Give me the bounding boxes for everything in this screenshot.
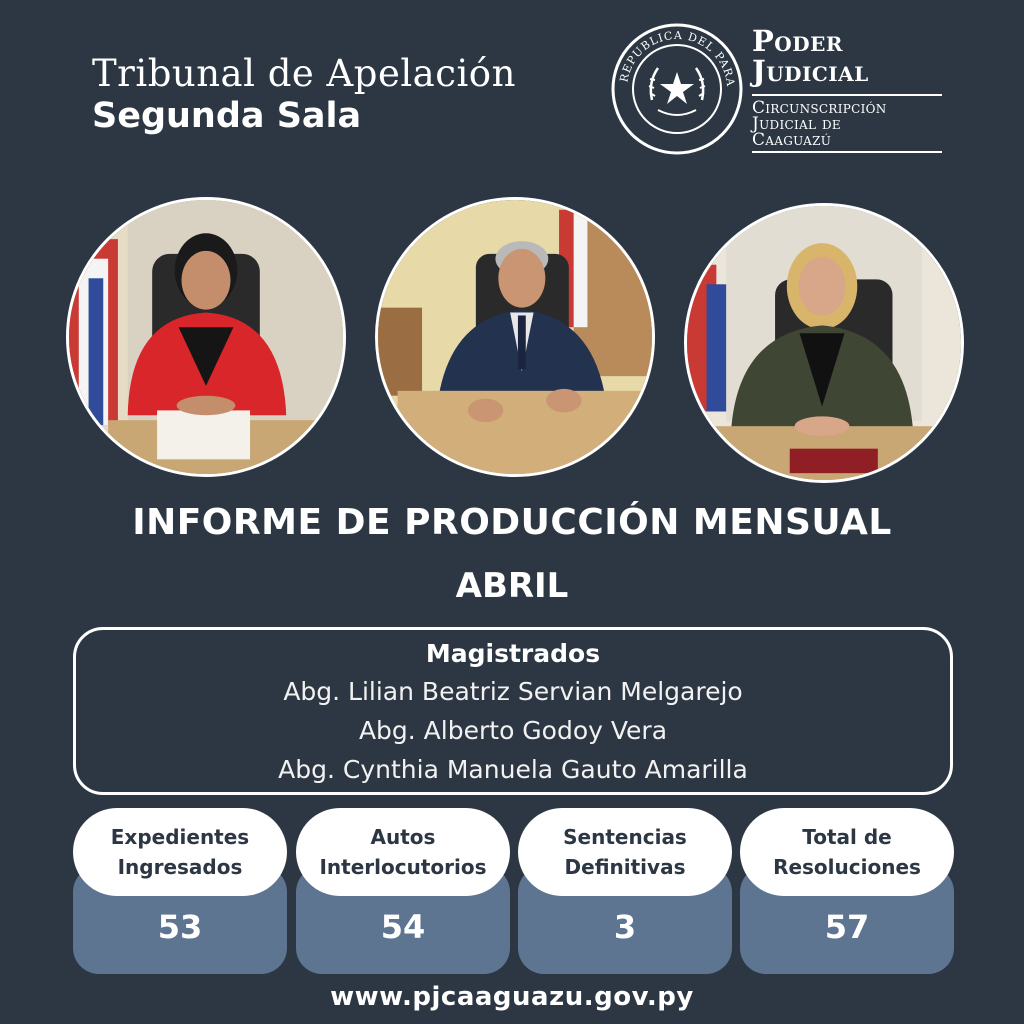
- header-title: [92, 52, 516, 136]
- magistrates-heading: Magistrados: [425, 639, 601, 668]
- brand-sub-line2: Judicial de: [752, 114, 841, 134]
- magistrate-name: Abg. Lilian Beatriz Servian Melgarejo: [283, 677, 743, 706]
- magistrate-list: [76, 672, 950, 789]
- stat-label-line1: Autos: [370, 825, 436, 849]
- stat-value: 53: [157, 908, 203, 946]
- stat-label: [740, 808, 954, 896]
- stat-value: 57: [824, 908, 870, 946]
- magistrate-name: Abg. Cynthia Manuela Gauto Amarilla: [278, 755, 748, 784]
- stat-label-line1: Expedientes: [110, 825, 250, 849]
- report-month: ABRIL: [455, 566, 569, 606]
- poder-judicial-brand: [752, 26, 944, 153]
- stat-value: 3: [613, 908, 637, 946]
- stat-card-sentencias: [518, 808, 732, 974]
- national-seal-logo: [610, 22, 744, 156]
- sala-subtitle: Segunda Sala: [92, 96, 362, 136]
- stat-label: [296, 808, 510, 896]
- stat-label-line2: Resoluciones: [773, 855, 921, 879]
- stat-label-line2: Ingresados: [117, 855, 243, 879]
- brand-divider-bottom: [752, 151, 942, 153]
- stat-value: 54: [380, 908, 426, 946]
- magistrates-panel: [73, 627, 953, 795]
- magistrate-photo-3: [684, 203, 964, 483]
- stat-label-line1: Sentencias: [563, 825, 687, 849]
- stat-card-expedientes: [73, 808, 287, 974]
- tribunal-title: Tribunal de Apelación: [92, 52, 516, 95]
- brand-sub-line1: Circunscripción: [752, 98, 887, 118]
- stat-label-line2: Interlocutorios: [319, 855, 487, 879]
- svg-text:REPUBLICA DEL PARAGUAY: REPUBLICA DEL PARA: [617, 28, 738, 88]
- stat-label: [73, 808, 287, 896]
- report-title: INFORME DE PRODUCCIÓN MENSUAL: [132, 502, 892, 543]
- magistrate-photo-1: [66, 197, 346, 477]
- stat-card-autos: [296, 808, 510, 974]
- magistrate-photo-2: [375, 197, 655, 477]
- magistrate-name: Abg. Alberto Godoy Vera: [358, 716, 668, 745]
- stat-label: [518, 808, 732, 896]
- brand-name-line1: Poder: [752, 24, 843, 58]
- stat-label-line1: Total de: [802, 825, 892, 849]
- brand-divider: [752, 94, 942, 96]
- stat-label-line2: Definitivas: [564, 855, 686, 879]
- website-url[interactable]: www.pjcaaguazu.gov.py: [330, 982, 694, 1012]
- brand-sub-line3: Caaguazú: [752, 130, 832, 150]
- stat-card-total: [740, 808, 954, 974]
- brand-name-line2: Judicial: [752, 54, 869, 88]
